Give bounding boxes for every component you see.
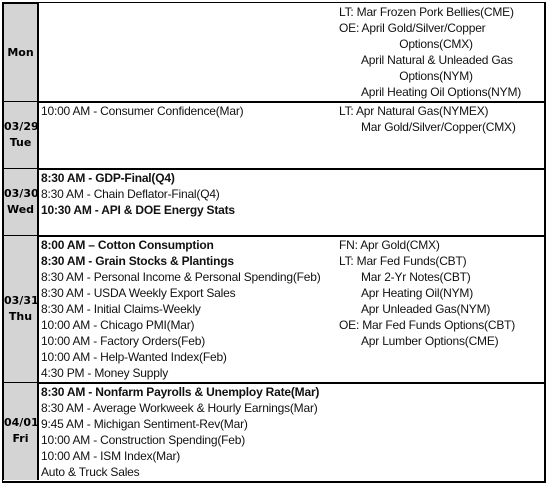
day-date: 03/31 [4, 294, 39, 307]
event-item: Auto & Truck Sales [41, 464, 140, 479]
day-weekday: Wed [6, 203, 35, 216]
day-label-cell [4, 236, 39, 383]
day-row [4, 169, 545, 236]
event-item: 9:45 AM - Michigan Sentiment-Rev(Mar) [41, 416, 248, 431]
event-item: 10:00 AM - Construction Spending(Feb) [41, 432, 246, 447]
event-item: 8:30 AM - Chain Deflator-Final(Q4) [41, 186, 220, 201]
event-item: 4:30 PM - Money Supply [41, 365, 168, 380]
futures-item: Apr Unleaded Gas(NYM) [361, 301, 491, 316]
event-item: 10:00 AM - Help-Wanted Index(Feb) [41, 349, 227, 364]
futures-item: Options(NYM) [399, 68, 473, 83]
event-item: 8:30 AM - Personal Income & Personal Spending(Feb) [41, 269, 321, 284]
futures-notes-cell [339, 236, 544, 383]
event-item: 8:30 AM - Grain Stocks & Plantings [41, 253, 234, 268]
event-item: 10:00 AM - Factory Orders(Feb) [41, 333, 206, 348]
futures-item: April Heating Oil Options(NYM) [361, 84, 522, 99]
event-item: 8:30 AM - USDA Weekly Export Sales [41, 285, 236, 300]
economic-calendar [2, 2, 546, 483]
day-label-cell [4, 4, 39, 102]
event-item: 10:00 AM - Consumer Confidence(Mar) [41, 103, 244, 118]
futures-item: FN: Apr Gold(CMX) [339, 237, 440, 252]
futures-item: April Natural & Unleaded Gas [361, 52, 513, 67]
futures-item: Apr Heating Oil(NYM) [361, 285, 474, 300]
calendar-table [3, 3, 544, 480]
futures-item: Options(CMX) [399, 36, 473, 51]
day-row [4, 4, 545, 102]
day-weekday: Tue [9, 136, 32, 149]
event-item: 10:00 AM - Chicago PMI(Mar) [41, 317, 195, 332]
day-weekday: Mon [7, 45, 34, 59]
futures-item: Apr Lumber Options(CME) [361, 333, 499, 348]
event-item: 10:00 AM - ISM Index(Mar) [41, 448, 181, 463]
futures-item: Mar 2-Yr Notes(CBT) [361, 269, 471, 284]
event-item: 8:30 AM - GDP-Final(Q4) [41, 170, 175, 185]
day-weekday: Fri [12, 432, 29, 446]
economic-events-cell [38, 169, 339, 236]
futures-notes-cell [339, 169, 544, 236]
futures-notes-cell [339, 102, 544, 169]
event-item: 10:30 AM - API & DOE Energy Stats [41, 202, 235, 217]
day-label-cell [4, 102, 39, 169]
day-label-cell [4, 383, 39, 480]
economic-events-cell [38, 236, 339, 383]
economic-events-cell [38, 4, 339, 102]
day-date: 03/30 [4, 187, 39, 200]
futures-notes-cell [339, 383, 544, 480]
event-item: 8:30 AM - Initial Claims-Weekly [41, 301, 201, 316]
day-date: 04/01 [4, 416, 39, 430]
event-item: 8:30 AM - Average Workweek & Hourly Earnings(Mar) [41, 400, 318, 415]
economic-events-cell [38, 102, 339, 169]
day-weekday: Thu [8, 310, 33, 323]
futures-item: OE: Mar Fed Funds Options(CBT) [339, 317, 516, 332]
day-row [4, 383, 545, 480]
event-item: 8:30 AM - Nonfarm Payrolls & Unemploy Rate(Mar) [41, 384, 320, 399]
day-label-cell [4, 169, 39, 236]
futures-item: LT: Mar Frozen Pork Bellies(CME) [339, 4, 514, 19]
event-item: 8:00 AM – Cotton Consumption [41, 237, 214, 252]
futures-item: LT: Mar Fed Funds(CBT) [339, 253, 467, 268]
futures-notes-cell [339, 4, 544, 102]
day-row [4, 236, 545, 383]
futures-item: Mar Gold/Silver/Copper(CMX) [361, 119, 516, 134]
day-date: 03/29 [4, 120, 39, 133]
futures-item: OE: April Gold/Silver/Copper [339, 20, 486, 35]
economic-events-cell [38, 383, 339, 480]
day-row [4, 102, 545, 169]
futures-item: LT: Apr Natural Gas(NYMEX) [339, 103, 489, 118]
